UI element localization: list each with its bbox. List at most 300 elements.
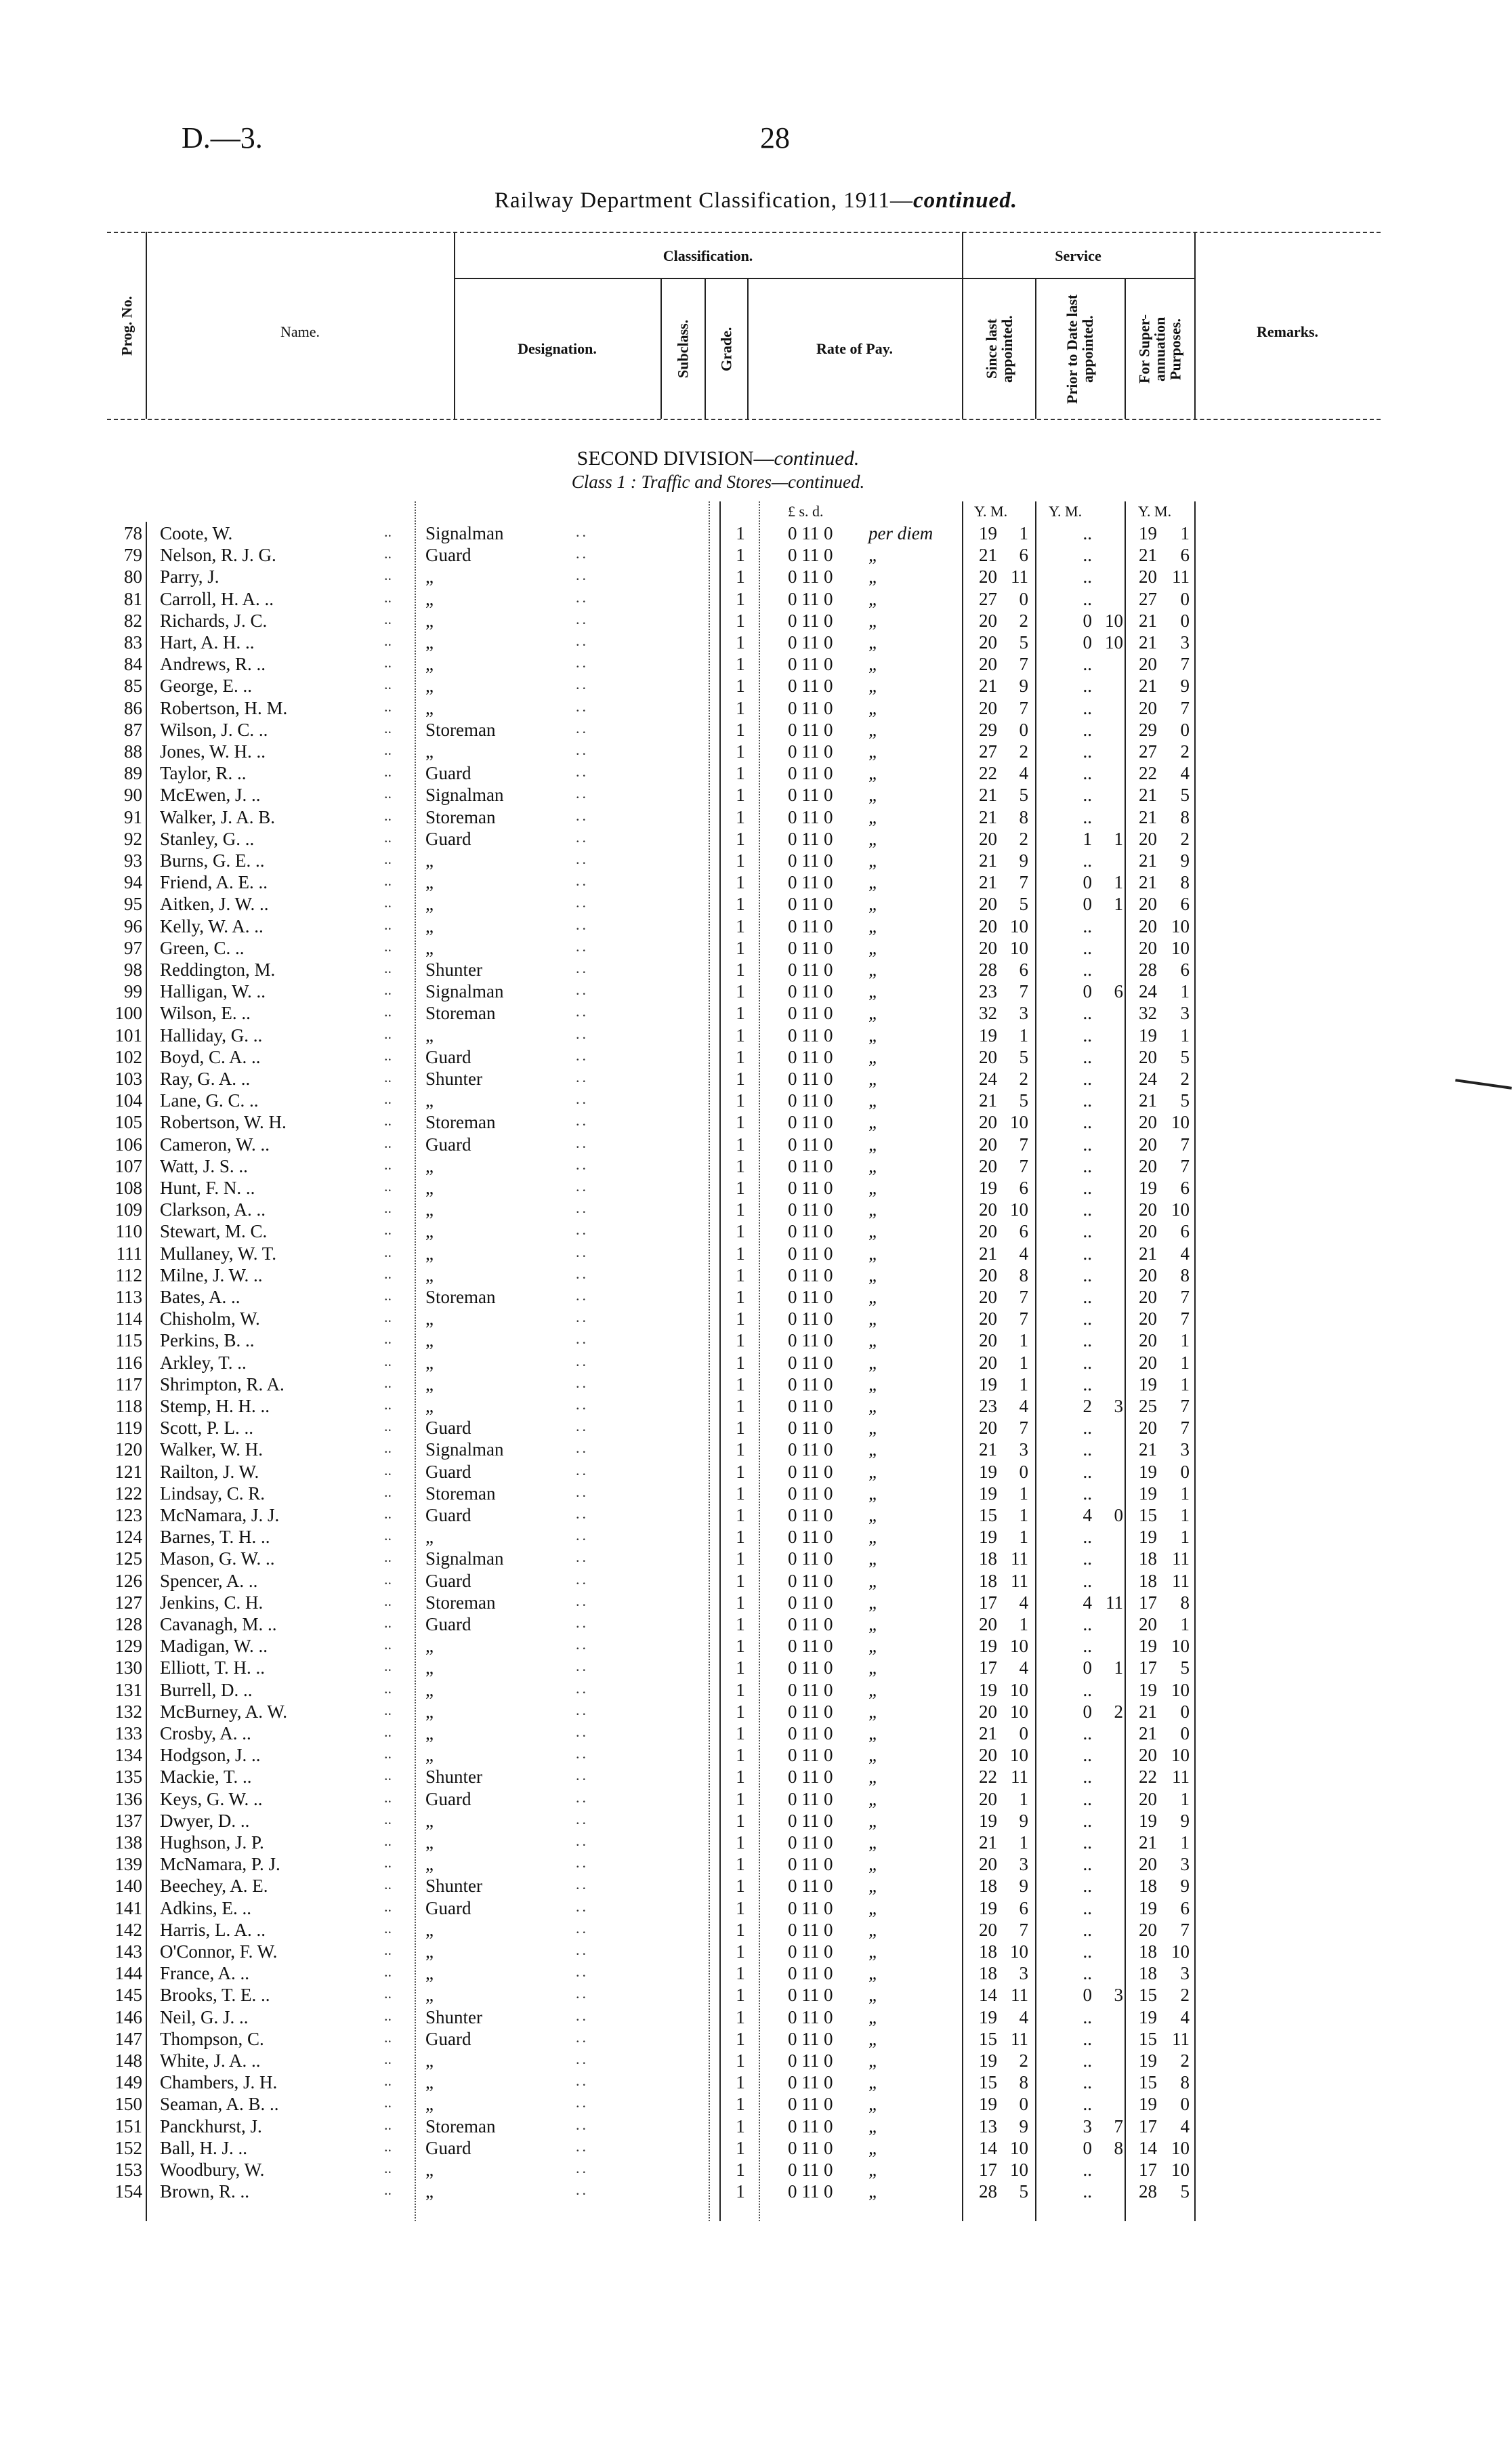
since-months: 2 <box>1019 1069 1028 1089</box>
super-years: 15 <box>1139 2072 1157 2093</box>
super-years: 21 <box>1139 806 1157 827</box>
leader-dots: .. <box>384 1919 392 1937</box>
table-row <box>0 1876 1512 1897</box>
employee-name: Mullaney, W. T. <box>160 1243 276 1264</box>
rate-of-pay: 0 11 0 <box>788 850 833 871</box>
designation: Signalman <box>425 1439 504 1460</box>
super-years: 21 <box>1139 1832 1157 1853</box>
prior-months: 1 <box>1114 828 1123 849</box>
grade: 1 <box>736 1025 745 1046</box>
prog-no: 87 <box>124 719 142 740</box>
since-months: 3 <box>1019 1963 1028 1984</box>
employee-name: Coote, W. <box>160 523 233 543</box>
since-months: 1 <box>1019 1832 1028 1853</box>
pay-unit: „ <box>868 1243 879 1264</box>
since-years: 28 <box>979 2181 997 2202</box>
prior-years: .. <box>1083 1679 1092 1700</box>
leader-dots: .. <box>576 828 589 846</box>
header-classification: Classification. <box>663 247 753 264</box>
employee-name: Hughson, J. P. <box>160 1832 264 1853</box>
leader-dots: .. <box>384 2028 392 2046</box>
leader-dots: .. <box>384 1046 392 1064</box>
leader-dots: .. <box>384 1199 392 1217</box>
grade: 1 <box>736 1919 745 1940</box>
prog-no: 103 <box>114 1069 142 1089</box>
since-years: 19 <box>979 1025 997 1046</box>
prior-years: 1 <box>1083 828 1092 849</box>
leader-dots: .. <box>576 1505 589 1522</box>
leader-dots: .. <box>384 1243 392 1260</box>
prog-no: 141 <box>114 1897 142 1918</box>
rate-of-pay: 0 11 0 <box>788 1767 833 1788</box>
super-months: 11 <box>1172 1570 1190 1591</box>
since-years: 19 <box>979 1679 997 1700</box>
super-years: 21 <box>1139 1243 1157 1264</box>
employee-name: Lindsay, C. R. <box>160 1483 265 1504</box>
prior-years: .. <box>1083 1832 1092 1853</box>
since-years: 20 <box>979 1308 997 1329</box>
grade: 1 <box>736 1505 745 1525</box>
leader-dots: .. <box>384 2050 392 2067</box>
employee-name: Halliday, G. .. <box>160 1025 263 1046</box>
prog-no: 91 <box>124 806 142 827</box>
since-years: 19 <box>979 1374 997 1395</box>
since-years: 17 <box>979 2160 997 2180</box>
pay-unit: „ <box>868 697 879 718</box>
prior-years: .. <box>1083 1483 1092 1504</box>
prog-no: 152 <box>114 2137 142 2158</box>
since-months: 10 <box>1010 937 1028 958</box>
pay-unit: „ <box>868 1483 879 1504</box>
grade: 1 <box>736 1112 745 1133</box>
grade: 1 <box>736 1243 745 1264</box>
pay-unit: „ <box>868 2115 879 2136</box>
leader-dots: .. <box>384 1374 392 1391</box>
table-row <box>0 1723 1512 1745</box>
rate-of-pay: 0 11 0 <box>788 610 833 631</box>
leader-dots: .. <box>576 1876 589 1893</box>
pay-unit: „ <box>868 1854 879 1875</box>
prior-years: .. <box>1083 1614 1092 1634</box>
since-years: 19 <box>979 1636 997 1657</box>
super-years: 19 <box>1139 1897 1157 1918</box>
super-months: 5 <box>1180 785 1190 806</box>
super-months: 6 <box>1180 959 1190 980</box>
grade: 1 <box>736 1788 745 1809</box>
prior-years: .. <box>1083 2160 1092 2180</box>
grade: 1 <box>736 1178 745 1198</box>
table-row <box>0 1047 1512 1069</box>
table-row <box>0 1178 1512 1199</box>
super-years: 14 <box>1139 2137 1157 2158</box>
since-months: 10 <box>1010 1199 1028 1220</box>
super-years: 21 <box>1139 676 1157 697</box>
rate-of-pay: 0 11 0 <box>788 1287 833 1307</box>
leader-dots: .. <box>384 806 392 824</box>
pay-unit: „ <box>868 719 879 740</box>
pay-unit: „ <box>868 850 879 871</box>
prior-years: .. <box>1083 1264 1092 1285</box>
super-months: 8 <box>1180 806 1190 827</box>
employee-name: Robertson, H. M. <box>160 697 288 718</box>
since-years: 13 <box>979 2115 997 2136</box>
header-service: Service <box>1055 247 1101 264</box>
prior-years: .. <box>1083 1003 1092 1024</box>
rate-of-pay: 0 11 0 <box>788 719 833 740</box>
page-number: 28 <box>760 121 790 154</box>
super-months: 1 <box>1180 981 1190 1002</box>
pay-unit: „ <box>868 1178 879 1198</box>
since-years: 22 <box>979 1767 997 1788</box>
pay-unit: „ <box>868 1592 879 1613</box>
table-row <box>0 1614 1512 1636</box>
since-months: 5 <box>1019 632 1028 653</box>
employee-name: Walker, J. A. B. <box>160 806 275 827</box>
super-months: 8 <box>1180 872 1190 893</box>
prog-no: 98 <box>124 959 142 980</box>
rate-of-pay: 0 11 0 <box>788 1614 833 1634</box>
since-months: 8 <box>1019 1264 1028 1285</box>
rate-of-pay: 0 11 0 <box>788 1352 833 1373</box>
super-months: 1 <box>1180 523 1190 543</box>
table-row <box>0 1353 1512 1374</box>
employee-name: Richards, J. C. <box>160 610 268 631</box>
prog-no: 89 <box>124 763 142 784</box>
since-years: 18 <box>979 1963 997 1984</box>
super-months: 6 <box>1180 545 1190 566</box>
prior-years: .. <box>1083 1243 1092 1264</box>
designation: „ <box>425 1679 434 1700</box>
prior-months: 2 <box>1114 1701 1123 1722</box>
grade: 1 <box>736 1090 745 1111</box>
table-row <box>0 545 1512 566</box>
leader-dots: .. <box>384 1025 392 1042</box>
prog-no: 129 <box>114 1636 142 1657</box>
employee-name: Cameron, W. .. <box>160 1134 270 1155</box>
super-years: 19 <box>1139 1374 1157 1395</box>
employee-name: McBurney, A. W. <box>160 1701 287 1722</box>
super-months: 10 <box>1171 2160 1190 2180</box>
grade: 1 <box>736 1745 745 1766</box>
since-years: 21 <box>979 872 997 893</box>
grade: 1 <box>736 959 745 980</box>
table-row <box>0 1112 1512 1134</box>
leader-dots: .. <box>576 1134 589 1151</box>
grade: 1 <box>736 588 745 609</box>
super-months: 4 <box>1180 763 1190 784</box>
designation: Guard <box>425 763 471 784</box>
designation: „ <box>425 2072 434 2093</box>
leader-dots: .. <box>576 1832 589 1849</box>
super-years: 19 <box>1139 2050 1157 2071</box>
designation: „ <box>425 1090 434 1111</box>
prior-years: 0 <box>1083 632 1092 653</box>
unit-since: Y. M. <box>974 503 1008 520</box>
table-row <box>0 1069 1512 1090</box>
table-row <box>0 1003 1512 1025</box>
since-months: 9 <box>1019 2115 1028 2136</box>
unit-prior: Y. M. <box>1049 503 1083 520</box>
leader-dots: .. <box>576 1483 589 1500</box>
prog-no: 109 <box>114 1199 142 1220</box>
table-row <box>0 1308 1512 1330</box>
super-months: 9 <box>1180 676 1190 697</box>
prog-no: 83 <box>124 632 142 653</box>
designation: Guard <box>425 1897 471 1918</box>
designation: Signalman <box>425 523 504 543</box>
since-months: 10 <box>1010 915 1028 936</box>
rate-of-pay: 0 11 0 <box>788 1985 833 2006</box>
rate-of-pay: 0 11 0 <box>788 1178 833 1198</box>
employee-name: Reddington, M. <box>160 959 276 980</box>
super-months: 6 <box>1180 1178 1190 1198</box>
rate-of-pay: 0 11 0 <box>788 1046 833 1067</box>
table-row <box>0 1571 1512 1592</box>
leader-dots: .. <box>384 1788 392 1806</box>
super-months: 10 <box>1171 1636 1190 1657</box>
leader-dots: .. <box>384 1112 392 1130</box>
super-years: 15 <box>1139 1505 1157 1525</box>
pay-unit: „ <box>868 632 879 653</box>
page-title-main: Railway Department Classification, 1911— <box>495 188 914 213</box>
since-years: 20 <box>979 610 997 631</box>
prior-years: .. <box>1083 1963 1092 1984</box>
since-years: 20 <box>979 1788 997 1809</box>
designation: „ <box>425 1963 434 1984</box>
employee-name: Keys, G. W. .. <box>160 1788 263 1809</box>
employee-name: O'Connor, F. W. <box>160 1941 278 1962</box>
grade: 1 <box>736 981 745 1002</box>
prior-years: 0 <box>1083 610 1092 631</box>
prior-years: 4 <box>1083 1505 1092 1525</box>
col-divider <box>1035 278 1036 419</box>
prog-no: 125 <box>114 1548 142 1569</box>
designation: „ <box>425 1941 434 1962</box>
table-row <box>0 1505 1512 1527</box>
designation: Signalman <box>425 981 504 1002</box>
super-years: 20 <box>1139 697 1157 718</box>
designation: „ <box>425 1919 434 1940</box>
prog-no: 120 <box>114 1439 142 1460</box>
super-years: 20 <box>1139 1330 1157 1351</box>
grade: 1 <box>736 1963 745 1984</box>
prog-no: 105 <box>114 1112 142 1133</box>
table-row <box>0 1025 1512 1047</box>
since-months: 11 <box>1011 1985 1028 2006</box>
since-months: 1 <box>1019 1025 1028 1046</box>
since-years: 32 <box>979 1003 997 1024</box>
super-years: 20 <box>1139 1264 1157 1285</box>
since-years: 20 <box>979 1199 997 1220</box>
prior-years: 2 <box>1083 1396 1092 1416</box>
employee-name: Stewart, M. C. <box>160 1221 268 1242</box>
since-months: 4 <box>1019 1243 1028 1264</box>
prior-years: .. <box>1083 1941 1092 1962</box>
super-years: 20 <box>1139 1745 1157 1766</box>
super-years: 22 <box>1139 1767 1157 1788</box>
employee-name: Harris, L. A. .. <box>160 1919 266 1940</box>
since-months: 1 <box>1019 1788 1028 1809</box>
table-row <box>0 1680 1512 1701</box>
since-months: 7 <box>1019 872 1028 893</box>
header-designation: Designation. <box>518 340 597 357</box>
since-years: 18 <box>979 1548 997 1569</box>
prior-months: 0 <box>1114 1505 1123 1525</box>
super-years: 24 <box>1139 1069 1157 1089</box>
designation: Guard <box>425 1614 471 1634</box>
rate-of-pay: 0 11 0 <box>788 2137 833 2158</box>
prior-years: .. <box>1083 1178 1092 1198</box>
leader-dots: .. <box>384 2006 392 2024</box>
leader-dots: .. <box>384 1745 392 1762</box>
employee-name: France, A. .. <box>160 1963 249 1984</box>
super-years: 20 <box>1139 828 1157 849</box>
pay-unit: „ <box>868 1767 879 1788</box>
header-since-last: Since last appointed. <box>982 315 1015 383</box>
grade: 1 <box>736 1330 745 1351</box>
rate-of-pay: 0 11 0 <box>788 1876 833 1897</box>
since-years: 20 <box>979 1155 997 1176</box>
leader-dots: .. <box>576 894 589 911</box>
rate-of-pay: 0 11 0 <box>788 1788 833 1809</box>
pay-unit: „ <box>868 1003 879 1024</box>
employee-name: Perkins, B. .. <box>160 1330 255 1351</box>
leader-dots: .. <box>576 1199 589 1217</box>
leader-dots: .. <box>576 785 589 802</box>
prior-years: 0 <box>1083 894 1092 915</box>
rate-of-pay: 0 11 0 <box>788 1112 833 1133</box>
since-years: 23 <box>979 1396 997 1416</box>
prior-months: 1 <box>1114 872 1123 893</box>
designation: „ <box>425 2094 434 2115</box>
leader-dots: .. <box>384 2137 392 2155</box>
designation: „ <box>425 1155 434 1176</box>
since-months: 1 <box>1019 1614 1028 1634</box>
leader-dots: .. <box>576 1221 589 1239</box>
leader-dots: .. <box>576 654 589 672</box>
leader-dots: .. <box>576 1352 589 1369</box>
grade: 1 <box>736 894 745 915</box>
super-months: 7 <box>1180 654 1190 675</box>
pay-unit: „ <box>868 915 879 936</box>
pay-unit: „ <box>868 1876 879 1897</box>
grade: 1 <box>736 1264 745 1285</box>
prog-no: 118 <box>115 1396 142 1416</box>
table-row <box>0 1418 1512 1439</box>
section-title-main: SECOND DIVISION— <box>576 447 774 470</box>
leader-dots: .. <box>384 523 392 540</box>
leader-dots: .. <box>576 1330 589 1348</box>
since-months: 0 <box>1019 719 1028 740</box>
designation: „ <box>425 850 434 871</box>
prior-years: .. <box>1083 2006 1092 2027</box>
super-months: 8 <box>1180 2072 1190 2093</box>
super-months: 7 <box>1180 1418 1190 1439</box>
table-row <box>0 566 1512 588</box>
prog-no: 139 <box>114 1854 142 1875</box>
rate-of-pay: 0 11 0 <box>788 763 833 784</box>
pay-unit: „ <box>868 1069 879 1089</box>
prog-no: 134 <box>114 1745 142 1766</box>
super-months: 10 <box>1171 1199 1190 1220</box>
since-years: 17 <box>979 1592 997 1613</box>
designation: „ <box>425 1854 434 1875</box>
leader-dots: .. <box>384 1767 392 1784</box>
table-row <box>0 1592 1512 1614</box>
since-years: 20 <box>979 1352 997 1373</box>
leader-dots: .. <box>384 632 392 649</box>
pay-unit: „ <box>868 588 879 609</box>
leader-dots: .. <box>384 1461 392 1479</box>
super-years: 32 <box>1139 1003 1157 1024</box>
table-row <box>0 2029 1512 2050</box>
table-row <box>0 1527 1512 1548</box>
prog-no: 146 <box>114 2006 142 2027</box>
super-years: 18 <box>1139 1570 1157 1591</box>
rate-of-pay: 0 11 0 <box>788 828 833 849</box>
pay-unit: „ <box>868 1636 879 1657</box>
leader-dots: .. <box>384 1330 392 1348</box>
prog-no: 131 <box>114 1679 142 1700</box>
pay-unit: „ <box>868 1352 879 1373</box>
since-years: 14 <box>979 2137 997 2158</box>
employee-name: Barnes, T. H. .. <box>160 1527 270 1548</box>
prior-years: 3 <box>1083 2115 1092 2136</box>
rate-of-pay: 0 11 0 <box>788 1308 833 1329</box>
table-row <box>0 1657 1512 1679</box>
since-years: 19 <box>979 1483 997 1504</box>
since-months: 10 <box>1010 1636 1028 1657</box>
super-months: 3 <box>1180 1854 1190 1875</box>
since-years: 20 <box>979 632 997 653</box>
prior-months: 1 <box>1114 894 1123 915</box>
rate-of-pay: 0 11 0 <box>788 1418 833 1439</box>
rate-of-pay: 0 11 0 <box>788 1679 833 1700</box>
unit-super: Y. M. <box>1138 503 1172 520</box>
super-months: 3 <box>1180 632 1190 653</box>
since-years: 28 <box>979 959 997 980</box>
leader-dots: .. <box>384 1287 392 1304</box>
employee-name: McEwen, J. .. <box>160 785 261 806</box>
rate-of-pay: 0 11 0 <box>788 1374 833 1395</box>
leader-dots: .. <box>384 937 392 955</box>
since-months: 5 <box>1019 894 1028 915</box>
table-row <box>0 1854 1512 1876</box>
super-months: 0 <box>1180 1723 1190 1743</box>
grade: 1 <box>736 1614 745 1634</box>
prior-years: .. <box>1083 1199 1092 1220</box>
leader-dots: .. <box>384 1308 392 1326</box>
prog-no: 151 <box>114 2115 142 2136</box>
designation: „ <box>425 676 434 697</box>
leader-dots: .. <box>576 1461 589 1479</box>
since-months: 11 <box>1011 2028 1028 2049</box>
prog-no: 107 <box>114 1155 142 1176</box>
classification-rule <box>454 278 1194 279</box>
super-months: 5 <box>1180 1046 1190 1067</box>
super-years: 20 <box>1139 1352 1157 1373</box>
prior-years: .. <box>1083 588 1092 609</box>
since-years: 27 <box>979 741 997 762</box>
table-row <box>0 1789 1512 1811</box>
since-years: 14 <box>979 1985 997 2006</box>
table-row <box>0 1134 1512 1156</box>
since-years: 18 <box>979 1941 997 1962</box>
rate-of-pay: 0 11 0 <box>788 523 833 543</box>
employee-name: Boyd, C. A. .. <box>160 1046 261 1067</box>
designation: Guard <box>425 828 471 849</box>
table-row <box>0 589 1512 611</box>
